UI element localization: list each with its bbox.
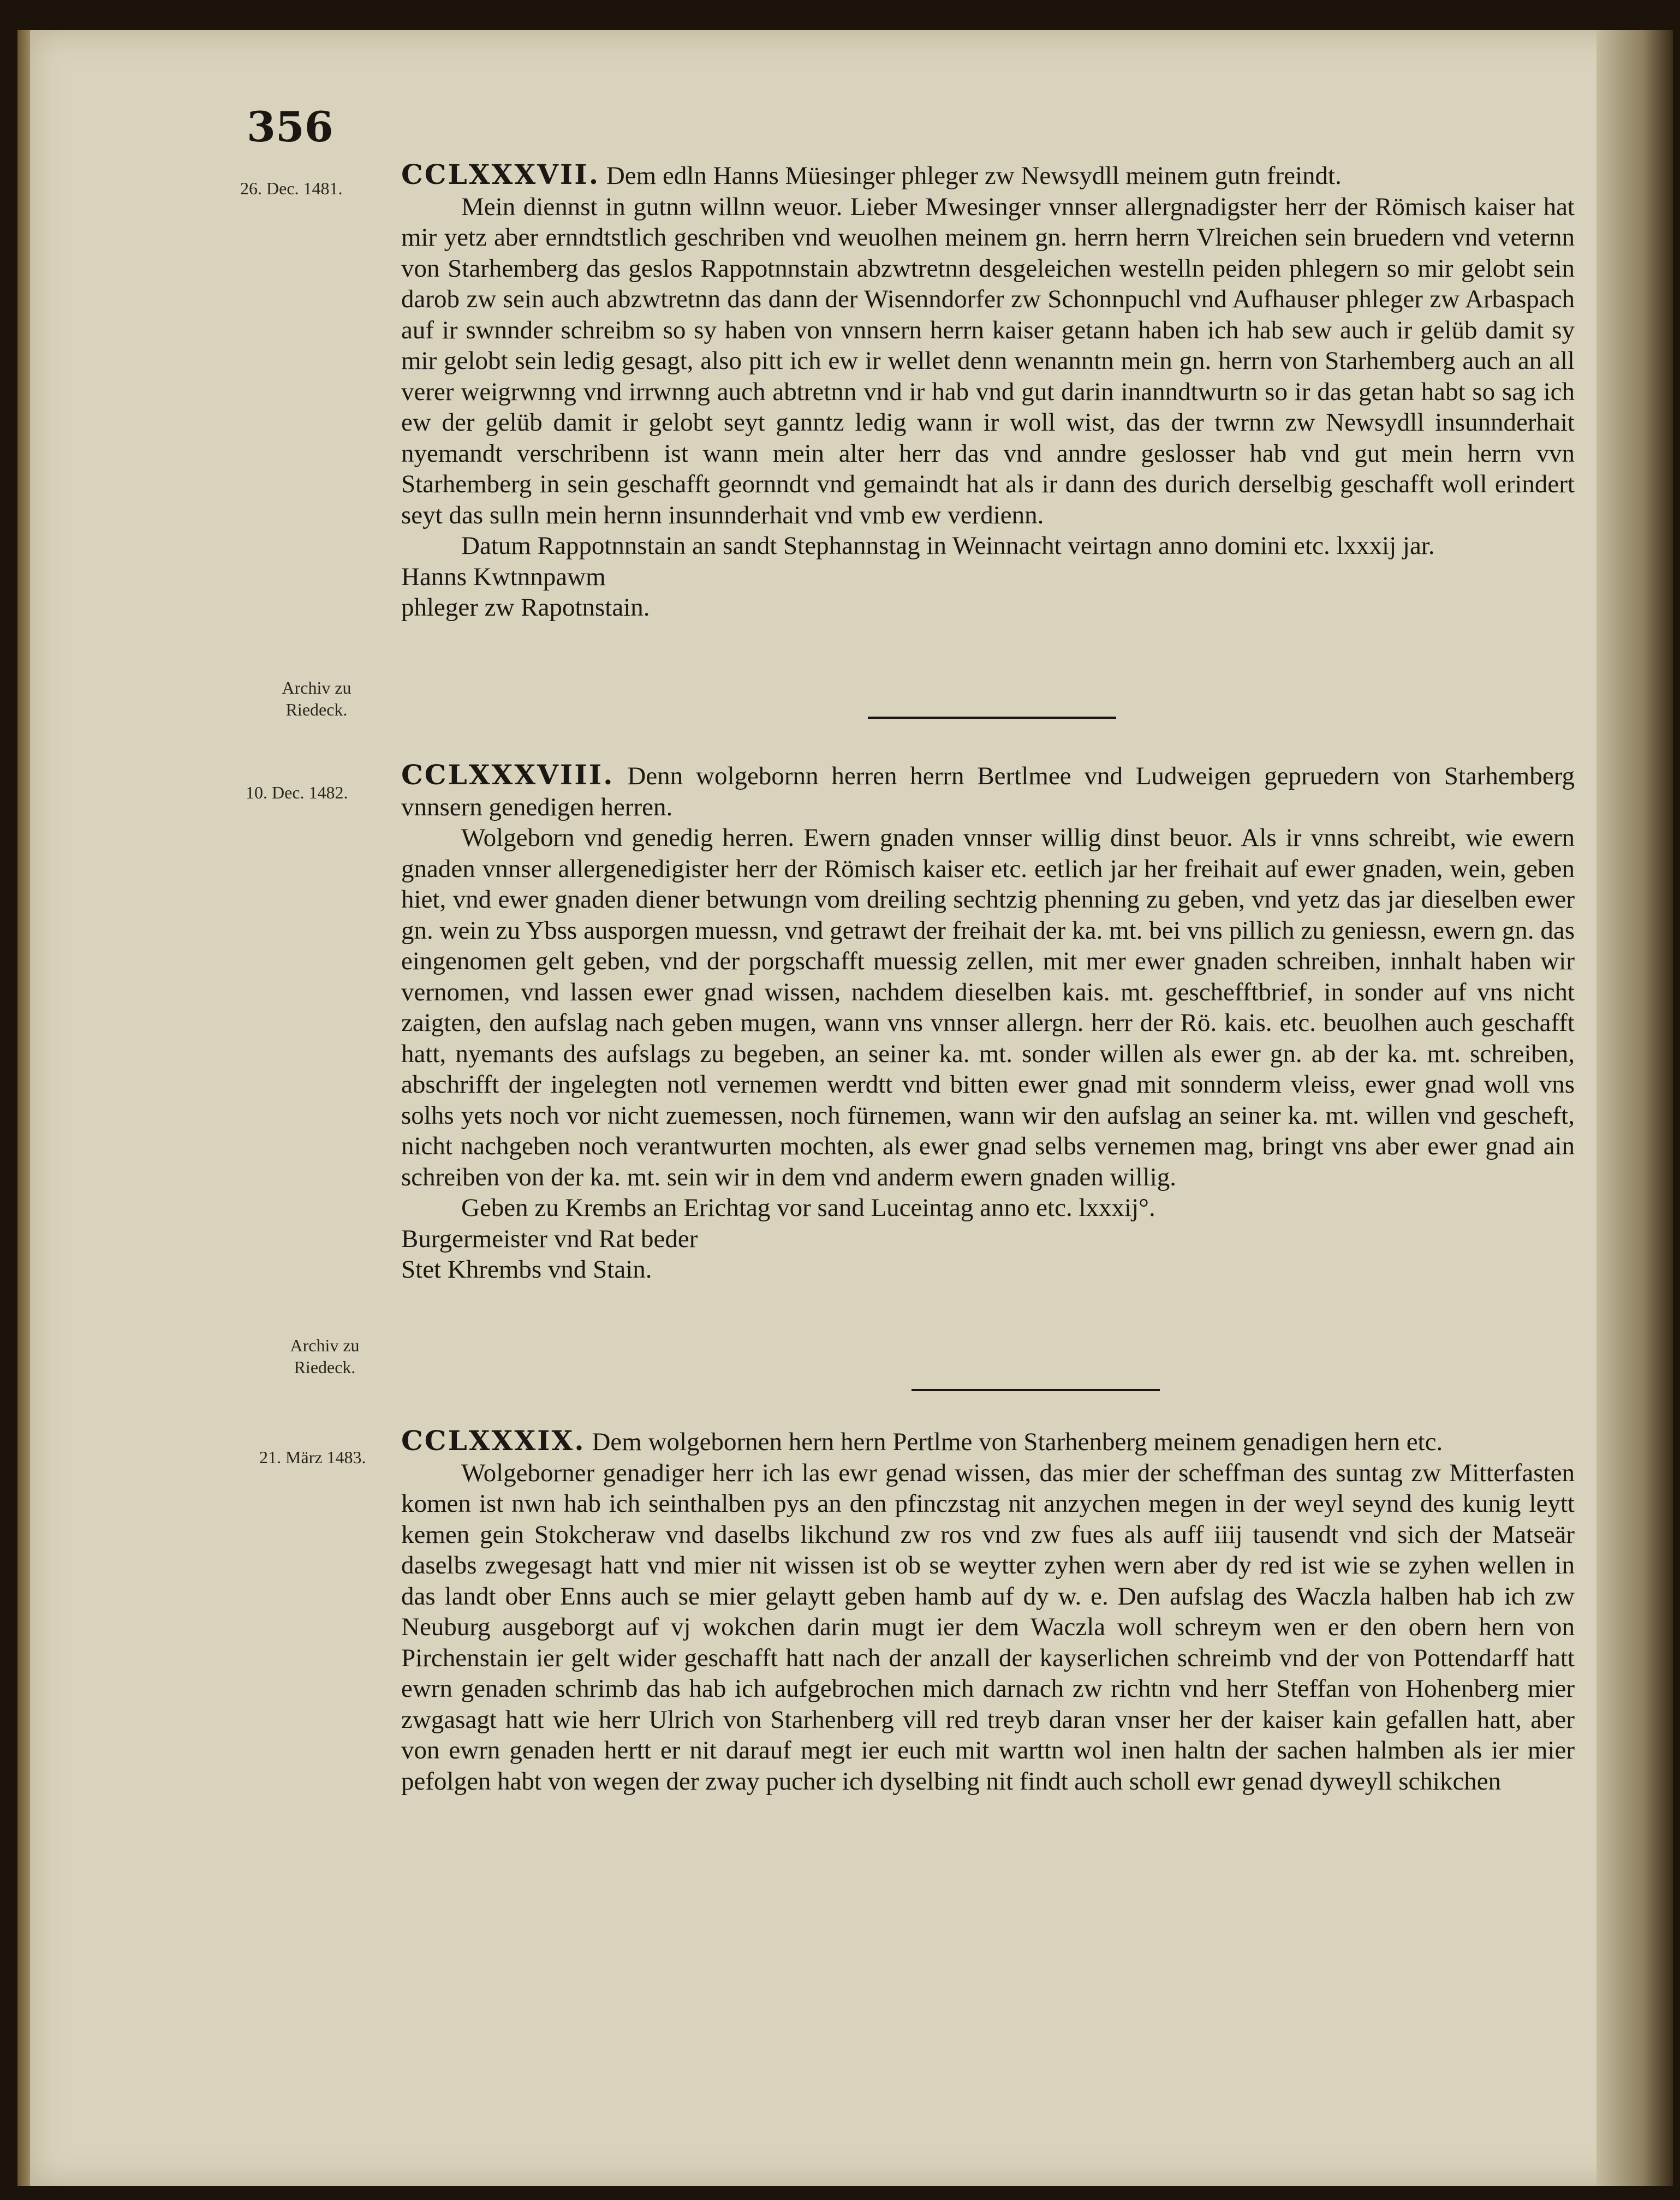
doc1-archive-line1: Archiv zu	[282, 678, 352, 697]
doc1-archive	[267, 677, 366, 720]
doc2-signature-line2: Stet Khrembs vnd Stain.	[401, 1255, 652, 1284]
doc2-archive-line1: Archiv zu	[290, 1335, 360, 1355]
doc3-numeral: CCLXXXIX.	[401, 1424, 586, 1457]
doc2-address: Denn wolgebornn herren herrn Bertlmee vnd Ludweigen gepruedern von Starhemberg vnnsern genedigen herren.	[401, 762, 1575, 821]
doc1-body: Mein diennst in gutnn willnn weuor. Lieber Mwesinger vnnser allergnadigster herr der Römisch kaiser hat mir yetz aber ernndtstlich geschriben vnd weuolhen meinem gn. herrn herrn Vlreichen sein bruedern vnd veternn von Starhemberg das geslos Rappotnnstain abzwtretnn desgeleichen westelln peiden phlegern so mir gelobt sein darob zw sein auch abzwtretnn das dann der Wisenndorfer zw Schonnpuchl vnd Aufhauser phleger zw Arbaspach auf ir swnnder schreibm so sy haben von vnnsern herrn kaiser getann haben ich hab sew auch ir gelüb damit sy mir gelobt sein ledig gesagt, also pitt ich ew ir wellet denn wenanntn mein gn. herrn von Starhemberg auch an all verer weigrwnng vnd irrwnng auch abtretnn vnd ir hab vnd gut darin inanndtwurtn so ir das getan habt so sag ich ew der gelüb damit ir gelobt seyt ganntz ledig wann ir woll wist, das der twrnn zw Newsydll insunnderhait nyemandt verschribenn ist wann mein alter herr das vnd anndre geslosser hab vnd gut mein herrn vvn Starhemberg in sein geschafft geornndt vnd gemaindt hat als ir dann des durich derselbig geschafft woll erindert seyt das sulln mein hernn insunnderhait vnd vmb ew verdienn.	[401, 192, 1575, 529]
doc2-datum: Geben zu Krembs an Erichtag vor sand Luceintag anno etc. lxxxij°.	[461, 1194, 1155, 1222]
doc1-datum: Datum Rappotnnstain an sandt Stephannstag in Weinnacht veirtagn anno domini etc. lxxxij jar.	[461, 532, 1435, 560]
doc3-address: Dem wolgebornen hern hern Pertlme von Starhenberg meinem genadigen hern etc.	[592, 1428, 1443, 1456]
doc2-section	[401, 760, 1575, 1285]
doc2-body: Wolgeborn vnd genedig herren. Ewern gnaden vnnser willig dinst beuor. Als ir vnns schreibt, wie ewern gnaden vnnser allergenedigister herr der Römisch kaiser etc. eetlich jar her freihait auf ewer gnaden, wein, geben hiet, vnd ewer gnaden diener betwungn vom dreiling sechtzig phenning zu geben, vnd yetz das jar dieselben ewer gn. wein zu Ybss ausporgen muessn, vnd getrawt der freihait der ka. mt. bei vns pillich zu geniessn, ewern gn. das eingenomen gelt geben, vnd der porgschafft muessig zellen, mit mer ewer gnaden schreiben, innhalt haben wir vernomen, vnd lassen ewer gnad wissen, nachdem dieselben kais. mt. geschefftbrief, in sonder auf vns nicht zaigten, den aufslag nach geben mugen, wann vns vnnser allergn. herr der Rö. kais. etc. beuolhen auch geschafft hatt, nyemants des aufslags zu begeben, an seiner ka. mt. sonder willen als ewer gn. ab der ka. mt. schreiben, abschrifft der ingelegten notl vernemen werdtt vnd bitten ewer gnad mit sonnderm vleiss, ewer gnad woll vns solhs yets noch vor nicht zuemessen, noch fürnemen, wann wir den aufslag an seiner ka. mt. willen vnd gescheft, nicht nachgeben noch verantwurten mochten, als ewer gnad selbs vernemen mag, bringt vns aber ewer gnad ain schreiben von der ka. mt. sein wir in dem vnd anderm ewern gnaden willig.	[401, 824, 1575, 1191]
doc2-signature-line1: Burgermeister vnd Rat beder	[401, 1224, 698, 1253]
doc1-archive-line2: Riedeck.	[285, 700, 348, 719]
doc1-signature-title: phleger zw Rapotnstain.	[401, 593, 650, 622]
doc1-section	[401, 159, 1575, 623]
doc2-numeral: CCLXXXVIII.	[401, 759, 615, 791]
section-divider-2	[912, 1389, 1160, 1391]
doc1-signature-name: Hanns Kwtnnpawm	[401, 562, 606, 591]
doc1-numeral: CCLXXXVII.	[401, 158, 600, 190]
section-divider	[868, 717, 1116, 719]
doc3-section	[401, 1426, 1575, 1797]
doc2-archive-line2: Riedeck.	[294, 1357, 356, 1377]
doc2-date: 10. Dec. 1482.	[246, 783, 348, 802]
doc2-archive	[276, 1334, 374, 1378]
doc1-date: 26. Dec. 1481.	[240, 178, 343, 198]
doc3-date: 21. März 1483.	[259, 1447, 366, 1467]
doc3-body: Wolgeborner genadiger herr ich las ewr genad wissen, das mier der scheffman des suntag zw Mitterfasten komen ist nwn hab ich seinthalben pys an den pfinczstag nit anzychen megen in der weyl seynd des kunig leytt kemen gein Stokcheraw vnd daselbs likchund zw ros vnd zw fues als auff iiij tausendt vnd sich der Matseär daselbs zwegesagt hatt vnd mier nit wissen ist ob se weytter zyhen wern aber dy red ist wie se zyhen wellen in das landt ober Enns auch se mier gelaytt geben hamb auf dy w. e. Den aufslag des Waczla halben hab ich zw Neuburg ausgeborgt auf vj wokchen darin mugt ier dem Waczla woll schreym wen er den obern hern von Pirchenstain ier gelt wider geschafft hatt nach der anzall der kayserlichen schreimb vnd der von Pottendarff hatt ewrn genaden schrimb das hab ich aufgebrochen mich darnach zw richtn vnd herr Steffan von Hohenberg mier zwgasagt hatt wie herr Ulrich von Starhenberg vill red treyb daran vnser her der kaiser kain gefallen hatt, aber von ewrn genaden hertt er nit darauf megt ier euch mit warttn wol inen haltn der sachen halmben als ier mier pefolgen habt von wegen der zway pucher ich dyselbing nit findt auch scholl ewr genad dyweyll schikchen	[401, 1458, 1575, 1796]
page-number: 356	[247, 103, 333, 151]
doc1-address: Dem edln Hanns Müesinger phleger zw Newsydll meinem gutn freindt.	[606, 162, 1342, 190]
page-gutter	[1596, 30, 1673, 2186]
